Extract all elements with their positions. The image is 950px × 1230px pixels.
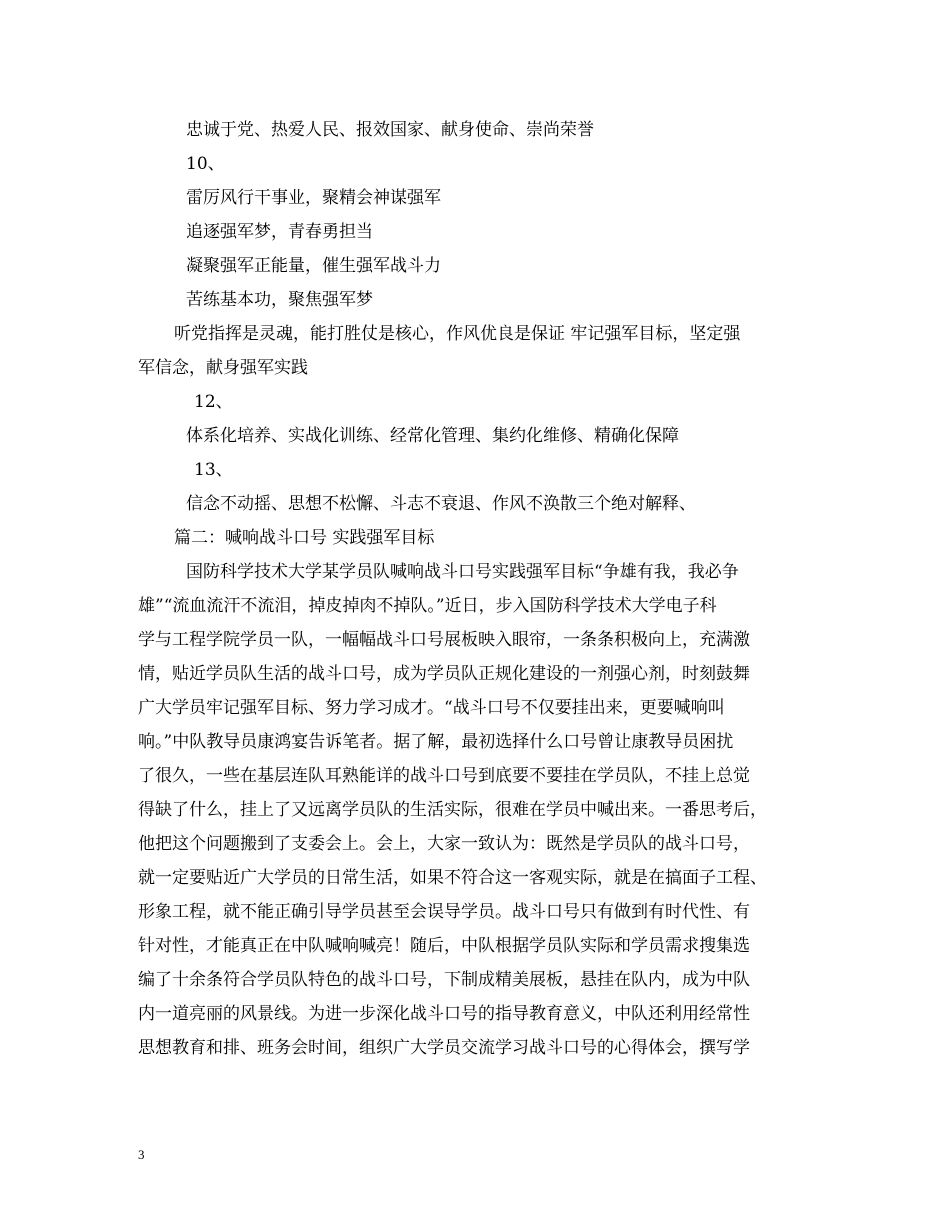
text-line: 雷厉风行干事业，聚精会神谋强军 [186, 188, 441, 208]
text-line: 针对性，才能真正在中队喊响喊亮！随后，中队根据学员队实际和学员需求搜集选 [138, 936, 750, 956]
text-line: 得缺了什么，挂上了又远离学员队的生活实际，很难在学员中喊出来。一番思考后， [138, 800, 767, 820]
text-line: 情，贴近学员队生活的战斗口号，成为学员队正规化建设的一剂强心剂，时刻鼓舞 [138, 664, 750, 684]
text-line: 军信念，献身强军实践 [138, 358, 308, 378]
text-line: 形象工程，就不能正确引导学员甚至会误导学员。战斗口号只有做到有时代性、有 [138, 902, 750, 922]
text-line: 苦练基本功，聚焦强军梦 [186, 290, 373, 310]
text-line: 学与工程学院学员一队，一幅幅战斗口号展板映入眼帘，一条条积极向上，充满激 [138, 630, 750, 650]
text-line: 体系化培养、实战化训练、经常化管理、集约化维修、精确化保障 [186, 426, 679, 446]
text-line: 12、 [194, 392, 233, 412]
text-line: 听党指挥是灵魂，能打胜仗是核心，作风优良是保证 牢记强军目标，坚定强 [174, 324, 741, 344]
text-line: 国防科学技术大学某学员队喊响战斗口号实践强军目标“争雄有我，我必争 [186, 562, 739, 582]
text-line: 13、 [194, 460, 233, 480]
text-line: 内一道亮丽的风景线。为进一步深化战斗口号的指导教育意义，中队还利用经常性 [138, 1004, 750, 1024]
text-line: 信念不动摇、思想不松懈、斗志不衰退、作风不涣散三个绝对解释、 [186, 494, 696, 514]
text-line: 响。”中队教导员康鸿宴告诉笔者。据了解，最初选择什么口号曾让康教导员困扰 [138, 732, 734, 752]
text-line: 凝聚强军正能量，催生强军战斗力 [186, 256, 441, 276]
text-line: 就一定要贴近广大学员的日常生活，如果不符合这一客观实际，就是在搞面子工程、 [138, 868, 767, 888]
text-line: 思想教育和排、班务会时间，组织广大学员交流学习战斗口号的心得体会，撰写学 [138, 1038, 750, 1058]
text-line: 广大学员牢记强军目标、努力学习成才。“战斗口号不仅要挂出来，更要喊响叫 [138, 698, 725, 718]
section-heading: 篇二：喊响战斗口号 实践强军目标 [174, 528, 435, 548]
text-line: 他把这个问题搬到了支委会上。会上，大家一致认为：既然是学员队的战斗口号， [138, 834, 750, 854]
text-line: 雄”“流血流汗不流泪，掉皮掉肉不掉队。”近日，步入国防科学技术大学电子科 [138, 596, 717, 616]
text-line: 了很久，一些在基层连队耳熟能详的战斗口号到底要不要挂在学员队，不挂上总觉 [138, 766, 750, 786]
text-line: 忠诚于党、热爱人民、报效国家、献身使命、崇尚荣誉 [186, 120, 594, 140]
text-line: 编了十余条符合学员队特色的战斗口号，下制成精美展板，悬挂在队内，成为中队 [138, 970, 750, 990]
text-line: 10、 [186, 154, 225, 174]
page-number: 3 [138, 1147, 145, 1162]
text-line: 追逐强军梦，青春勇担当 [186, 222, 373, 242]
